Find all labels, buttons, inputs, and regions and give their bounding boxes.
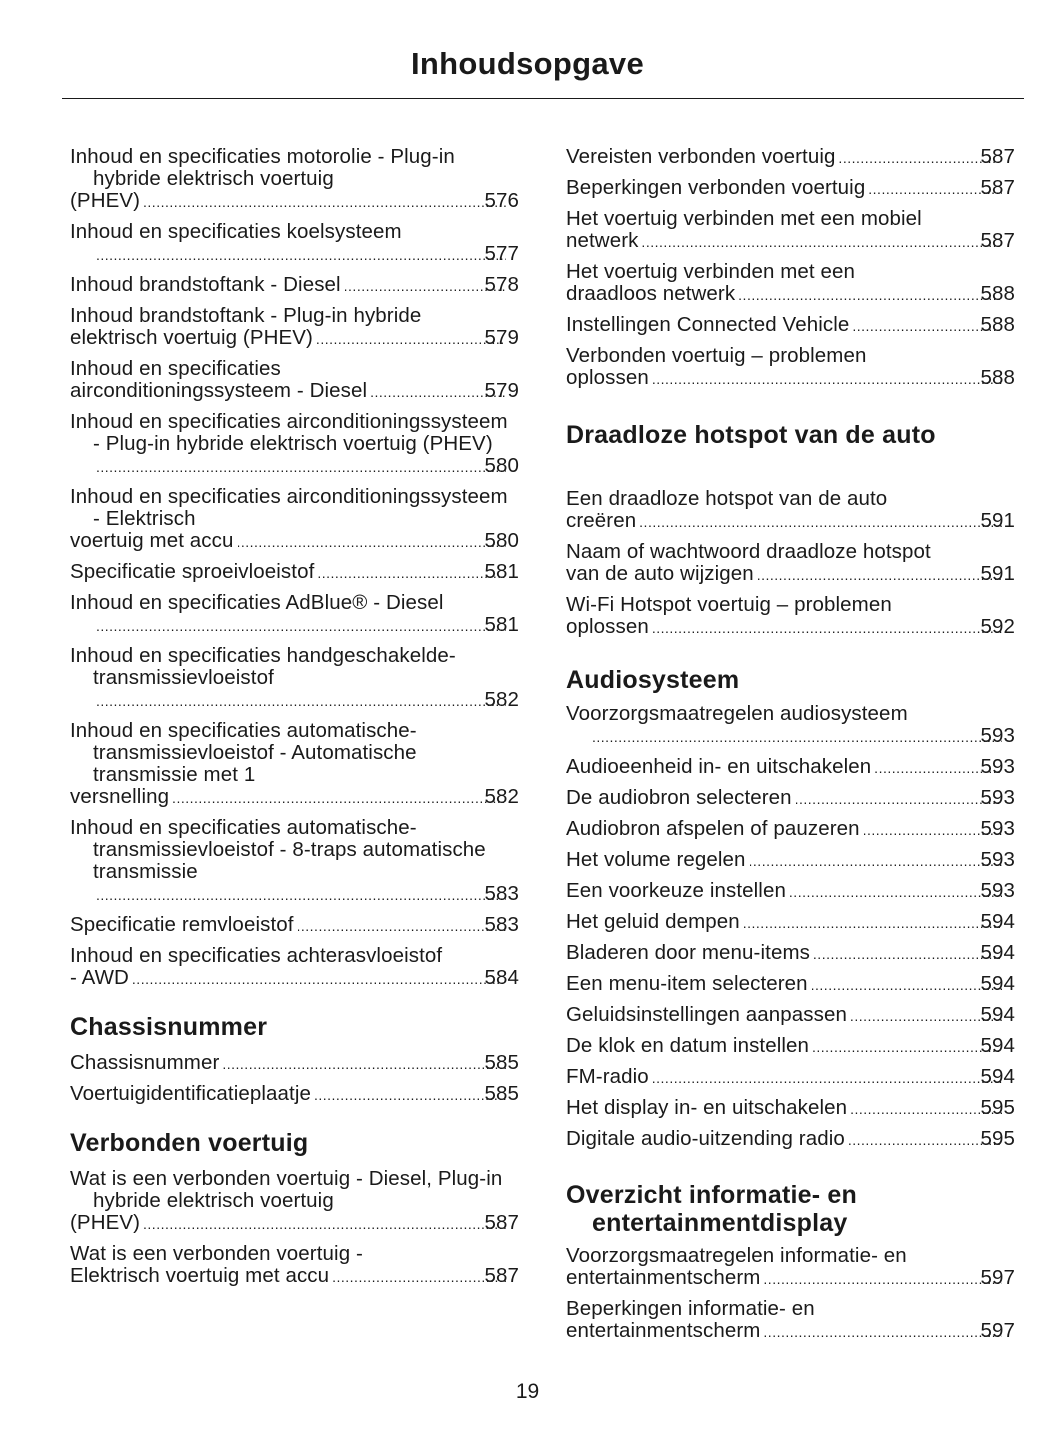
toc-entry-leader-line: [566, 176, 1015, 200]
toc-entry-title-end: De audiobron selecteren: [566, 786, 792, 809]
toc-entry-page-number: 581: [484, 560, 519, 583]
toc-entry-title: Het voertuig verbinden met een: [566, 260, 856, 283]
toc-entry-title: Voorzorgsmaatregelen informatie- en: [566, 1244, 907, 1267]
toc-entry[interactable]: [566, 787, 1015, 810]
section-heading-audiosysteem: Audiosysteem: [566, 666, 740, 694]
toc-entry[interactable]: [566, 703, 1015, 748]
toc-entry-page-number: 592: [980, 615, 1015, 638]
toc-entry-title: Het voertuig verbinden met een mobiel: [566, 207, 922, 230]
dot-leader: [315, 1083, 506, 1106]
dot-leader: [317, 327, 507, 350]
toc-entry-leader-line: [93, 689, 519, 712]
toc-entry-page-number: 581: [484, 613, 519, 636]
toc-entry[interactable]: [566, 911, 1015, 934]
title-divider: [62, 98, 1024, 99]
toc-entry[interactable]: [566, 261, 1015, 306]
toc-entry[interactable]: [566, 818, 1015, 841]
toc-entry-title: Inhoud en specificaties koelsysteem: [70, 220, 402, 243]
toc-entry-title-end: Een menu-item selecteren: [566, 972, 808, 995]
dot-leader: [758, 563, 1003, 586]
toc-entry[interactable]: [566, 1035, 1015, 1058]
dot-leader: [764, 1320, 1002, 1343]
toc-entry[interactable]: [566, 1128, 1015, 1151]
toc-entry-title-end: voertuig met accu: [70, 529, 234, 552]
toc-entry[interactable]: [566, 973, 1015, 996]
toc-entry-leader-line: [566, 786, 1015, 810]
toc-entry-leader-line: [70, 1264, 519, 1288]
toc-entry-page-number: 587: [980, 229, 1015, 252]
toc-entry-page-number: 594: [980, 1003, 1015, 1026]
toc-entry-title: Wi-Fi Hotspot voertuig – problemen: [566, 593, 892, 616]
toc-entry[interactable]: [566, 177, 1015, 200]
toc-entry-title-end: van de auto wijzigen: [566, 562, 754, 585]
toc-entry[interactable]: [566, 942, 1015, 965]
page-number: 19: [515, 1380, 540, 1403]
toc-entry-leader-line: [70, 1082, 519, 1106]
toc-entry-page-number: 578: [484, 273, 519, 296]
toc-entry-page-number: 580: [484, 454, 519, 477]
toc-entry[interactable]: [70, 945, 519, 990]
dot-leader: [764, 1267, 1002, 1290]
toc-entry-title-end: Specificatie sproeivloeistof: [70, 560, 315, 583]
toc-entry-leader-line: [70, 913, 519, 937]
toc-entry-title: Voorzorgsmaatregelen audiosysteem: [566, 702, 908, 725]
toc-entry-leader-line: [93, 614, 519, 637]
toc-entry[interactable]: [70, 720, 519, 809]
toc-entry-title-end: Elektrisch voertuig met accu: [70, 1264, 330, 1287]
toc-entry-title-end: netwerk: [566, 229, 639, 252]
toc-entry-page-number: 587: [484, 1211, 519, 1234]
toc-entry-title: Inhoud en specificaties automatische-transmissievloeistof - 8-traps automatische transmissie: [70, 816, 486, 883]
toc-entry-leader-line: [93, 455, 519, 478]
toc-entry-title-end: Bladeren door menu-items: [566, 941, 810, 964]
toc-entry-leader-line: [566, 1096, 1015, 1120]
toc-entry[interactable]: [70, 1052, 519, 1075]
toc-entry-page-number: 577: [484, 242, 519, 265]
toc-entry-title: Naam of wachtwoord draadloze hotspot: [566, 540, 931, 563]
dot-leader: [593, 725, 1002, 748]
toc-entry-title-end: Audioeenheid in- en uitschakelen: [566, 755, 872, 778]
toc-entry-title-end: Beperkingen verbonden voertuig: [566, 176, 866, 199]
toc-entry-leader-line: [566, 755, 1015, 779]
section-heading-overzicht-display: Overzicht informatie- en entertainmentdisplay: [566, 1181, 857, 1237]
dot-leader: [223, 1052, 506, 1075]
toc-entry-title-end: Vereisten verbonden voertuig: [566, 145, 836, 168]
toc-entry-page-number: 587: [484, 1264, 519, 1287]
dot-leader: [750, 849, 1003, 872]
dot-leader: [97, 455, 506, 478]
toc-entry[interactable]: [70, 1168, 519, 1235]
dot-leader: [653, 367, 1003, 390]
toc-entry[interactable]: [566, 1097, 1015, 1120]
toc-entry-title-end: Instellingen Connected Vehicle: [566, 313, 850, 336]
toc-entry[interactable]: [566, 1245, 1015, 1290]
dot-leader: [653, 616, 1003, 639]
dot-leader: [849, 1128, 1003, 1151]
toc-entry-title-end: Voertuigidentificatieplaatje: [70, 1082, 311, 1105]
dot-leader: [345, 274, 507, 297]
toc-entry-title: Inhoud en specificaties achterasvloeistof: [70, 944, 443, 967]
toc-entry-title: Inhoud en specificaties airconditioningssysteem - Elektrisch: [70, 485, 508, 530]
toc-entry-page-number: 576: [484, 189, 519, 212]
toc-entry[interactable]: [70, 305, 519, 350]
toc-entry-page-number: 593: [980, 848, 1015, 871]
toc-entry-title-end: draadloos netwerk: [566, 282, 736, 305]
dot-leader: [813, 1035, 1002, 1058]
toc-entry[interactable]: [566, 345, 1015, 390]
toc-entry-leader-line: [566, 229, 1015, 253]
toc-entry-page-number: 579: [484, 379, 519, 402]
dot-leader: [97, 243, 506, 266]
toc-entry-title: Beperkingen informatie- en: [566, 1297, 815, 1320]
dot-leader: [173, 786, 506, 809]
toc-entry-title-end: elektrisch voertuig (PHEV): [70, 326, 313, 349]
toc-entry-page-number: 595: [980, 1096, 1015, 1119]
toc-entry-title-end: entertainmentscherm: [566, 1266, 761, 1289]
toc-entry[interactable]: [70, 274, 519, 297]
toc-entry-page-number: 587: [980, 176, 1015, 199]
toc-entry[interactable]: [566, 488, 1015, 533]
toc-entry-title-end: Audiobron afspelen of pauzeren: [566, 817, 860, 840]
toc-entry[interactable]: [566, 1298, 1015, 1343]
toc-entry-title-end: airconditioningssysteem - Diesel: [70, 379, 368, 402]
toc-entry[interactable]: [566, 756, 1015, 779]
toc-entry[interactable]: [566, 849, 1015, 872]
toc-entry-leader-line: [566, 972, 1015, 996]
toc-entry-title: Inhoud en specificaties automatische-transmissievloeistof - Automatische transmissie met 1: [70, 719, 417, 786]
toc-entry-title-end: creëren: [566, 509, 637, 532]
dot-leader: [839, 146, 1002, 169]
toc-entry-page-number: 595: [980, 1127, 1015, 1150]
toc-entry-leader-line: [566, 509, 1015, 533]
toc-entry-title-end: De klok en datum instellen: [566, 1034, 810, 1057]
toc-entry-leader-line: [566, 1127, 1015, 1151]
toc-entry-page-number: 593: [980, 817, 1015, 840]
toc-entry-title-end: versnelling: [70, 785, 170, 808]
toc-entry[interactable]: [70, 561, 519, 584]
toc-entry-page-number: 582: [484, 688, 519, 711]
toc-entry-leader-line: [589, 725, 1015, 748]
toc-entry-leader-line: [70, 1211, 519, 1235]
toc-entry-leader-line: [70, 1051, 519, 1075]
dot-leader: [790, 880, 1003, 903]
dot-leader: [744, 911, 1003, 934]
toc-entry-page-number: 584: [484, 966, 519, 989]
toc-entry[interactable]: [70, 914, 519, 937]
toc-entry-title-end: - AWD: [70, 966, 129, 989]
toc-entry-title: Inhoud brandstoftank - Plug-in hybride: [70, 304, 422, 327]
toc-entry-title-end: oplossen: [566, 615, 649, 638]
toc-left-column: [70, 146, 519, 1296]
toc-entry-leader-line: [70, 785, 519, 809]
toc-entry-leader-line: [566, 879, 1015, 903]
toc-group: [70, 146, 519, 990]
dot-leader: [97, 614, 506, 637]
dot-leader: [133, 967, 507, 990]
toc-entry-title-end: Het geluid dempen: [566, 910, 740, 933]
toc-entry-title-end: FM-radio: [566, 1065, 649, 1088]
toc-entry-title-end: entertainmentscherm: [566, 1319, 761, 1342]
toc-entry-page-number: 593: [980, 755, 1015, 778]
dot-leader: [97, 689, 506, 712]
toc-entry-title: Inhoud en specificaties handgeschakelde-transmissievloeistof: [70, 644, 456, 689]
toc-entry[interactable]: [70, 1083, 519, 1106]
toc-group: [566, 488, 1015, 639]
toc-entry-page-number: 583: [484, 882, 519, 905]
toc-entry[interactable]: [70, 486, 519, 553]
toc-entry-title-end: oplossen: [566, 366, 649, 389]
toc-entry[interactable]: [70, 358, 519, 403]
toc-entry-title: Inhoud en specificaties airconditioningssysteem - Plug-in hybride elektrisch voertuig (PHEV): [70, 410, 508, 455]
toc-entry-leader-line: [70, 273, 519, 297]
toc-entry-leader-line: [70, 560, 519, 584]
toc-entry-title: Verbonden voertuig – problemen: [566, 344, 867, 367]
dot-leader: [298, 914, 507, 937]
toc-entry-title-end: (PHEV): [70, 189, 141, 212]
dot-leader: [333, 1265, 506, 1288]
toc-entry[interactable]: [70, 592, 519, 637]
toc-group: [70, 1052, 519, 1106]
toc-entry-leader-line: [566, 562, 1015, 586]
toc-group: [70, 1168, 519, 1288]
toc-entry[interactable]: [70, 645, 519, 712]
toc-entry-title-end: Inhoud brandstoftank - Diesel: [70, 273, 341, 296]
toc-entry-title-end: Chassisnummer: [70, 1051, 220, 1074]
toc-entry[interactable]: [566, 1004, 1015, 1027]
section-heading-verbonden-voertuig: Verbonden voertuig: [70, 1129, 309, 1157]
section-heading-chassisnummer: Chassisnummer: [70, 1013, 268, 1041]
toc-entry-title-end: Het display in- en uitschakelen: [566, 1096, 848, 1119]
toc-entry-title: Wat is een verbonden voertuig -: [70, 1242, 363, 1265]
toc-entry-leader-line: [566, 1003, 1015, 1027]
toc-entry-page-number: 580: [484, 529, 519, 552]
toc-entry[interactable]: [566, 594, 1015, 639]
dot-leader: [642, 230, 1002, 253]
toc-entry-page-number: 588: [980, 366, 1015, 389]
toc-entry-page-number: 593: [980, 724, 1015, 747]
toc-entry-page-number: 591: [980, 509, 1015, 532]
toc-entry-leader-line: [566, 910, 1015, 934]
toc-entry-title-end: (PHEV): [70, 1211, 141, 1234]
toc-entry-leader-line: [566, 1266, 1015, 1290]
toc-entry-leader-line: [566, 817, 1015, 841]
toc-group: [566, 703, 1015, 1151]
toc-entry-leader-line: [566, 1034, 1015, 1058]
toc-entry-leader-line: [566, 848, 1015, 872]
toc-entry-title: Een draadloze hotspot van de auto: [566, 487, 888, 510]
toc-entry-page-number: 597: [980, 1266, 1015, 1289]
toc-entry-page-number: 585: [484, 1051, 519, 1074]
toc-entry-title-end: Specificatie remvloeistof: [70, 913, 294, 936]
toc-entry-page-number: 594: [980, 910, 1015, 933]
section-heading-draadloze-hotspot: Draadloze hotspot van de auto: [566, 421, 936, 449]
toc-entry-leader-line: [566, 1319, 1015, 1343]
dot-leader: [97, 883, 506, 906]
toc-entry-leader-line: [70, 966, 519, 990]
toc-entry-leader-line: [70, 326, 519, 350]
toc-entry[interactable]: [566, 146, 1015, 169]
page-title: Inhoudsopgave: [411, 46, 644, 81]
dot-leader: [640, 510, 1002, 533]
dot-leader: [812, 973, 1003, 996]
toc-entry-title-end: Het volume regelen: [566, 848, 746, 871]
toc-entry-page-number: 593: [980, 879, 1015, 902]
toc-entry[interactable]: [70, 411, 519, 478]
toc-entry-page-number: 579: [484, 326, 519, 349]
toc-entry-leader-line: [566, 941, 1015, 965]
toc-entry-title-end: Geluidsinstellingen aanpassen: [566, 1003, 847, 1026]
toc-entry[interactable]: [566, 1066, 1015, 1089]
toc-entry[interactable]: [70, 221, 519, 266]
toc-entry-title-end: Een voorkeuze instellen: [566, 879, 786, 902]
toc-entry-title: Inhoud en specificaties: [70, 357, 281, 380]
toc-entry[interactable]: [566, 208, 1015, 253]
toc-entry-leader-line: [70, 189, 519, 213]
toc-entry-leader-line: [566, 313, 1015, 337]
dot-leader: [144, 1212, 506, 1235]
toc-entry-page-number: 591: [980, 562, 1015, 585]
toc-entry-page-number: 594: [980, 972, 1015, 995]
toc-right-column: [566, 146, 1015, 1351]
toc-entry-leader-line: [93, 243, 519, 266]
toc-group: [566, 1245, 1015, 1343]
toc-entry[interactable]: [70, 817, 519, 906]
toc-entry-title: Inhoud en specificaties AdBlue® - Diesel: [70, 591, 444, 614]
toc-entry-title: Inhoud en specificaties motorolie - Plug-in hybride elektrisch voertuig: [70, 145, 455, 190]
toc-entry[interactable]: [70, 1243, 519, 1288]
toc-entry-page-number: 587: [980, 145, 1015, 168]
toc-entry-page-number: 583: [484, 913, 519, 936]
toc-entry-leader-line: [70, 529, 519, 553]
toc-group: [566, 146, 1015, 390]
toc-entry-page-number: 594: [980, 1065, 1015, 1088]
toc-entry-leader-line: [93, 883, 519, 906]
toc-entry-leader-line: [566, 145, 1015, 169]
toc-entry-title: Wat is een verbonden voertuig - Diesel, Plug-in hybride elektrisch voertuig: [70, 1167, 503, 1212]
toc-entry-leader-line: [566, 615, 1015, 639]
toc-entry-page-number: 597: [980, 1319, 1015, 1342]
toc-entry-page-number: 582: [484, 785, 519, 808]
toc-entry-page-number: 585: [484, 1082, 519, 1105]
toc-entry-page-number: 588: [980, 282, 1015, 305]
toc-entry[interactable]: [70, 146, 519, 213]
toc-entry-page-number: 593: [980, 786, 1015, 809]
dot-leader: [653, 1066, 1003, 1089]
dot-leader: [238, 530, 507, 553]
dot-leader: [144, 190, 506, 213]
toc-entry-leader-line: [566, 366, 1015, 390]
toc-entry[interactable]: [566, 541, 1015, 586]
toc-entry-title-end: Digitale audio-uitzending radio: [566, 1127, 845, 1150]
toc-entry-page-number: 594: [980, 941, 1015, 964]
dot-leader: [796, 787, 1003, 810]
toc-entry-page-number: 588: [980, 313, 1015, 336]
dot-leader: [739, 283, 1002, 306]
toc-entry-leader-line: [70, 379, 519, 403]
toc-entry-page-number: 594: [980, 1034, 1015, 1057]
toc-entry-leader-line: [566, 1065, 1015, 1089]
toc-entry[interactable]: [566, 880, 1015, 903]
toc-entry-leader-line: [566, 282, 1015, 306]
dot-leader: [814, 942, 1003, 965]
dot-leader: [318, 561, 506, 584]
toc-entry[interactable]: [566, 314, 1015, 337]
